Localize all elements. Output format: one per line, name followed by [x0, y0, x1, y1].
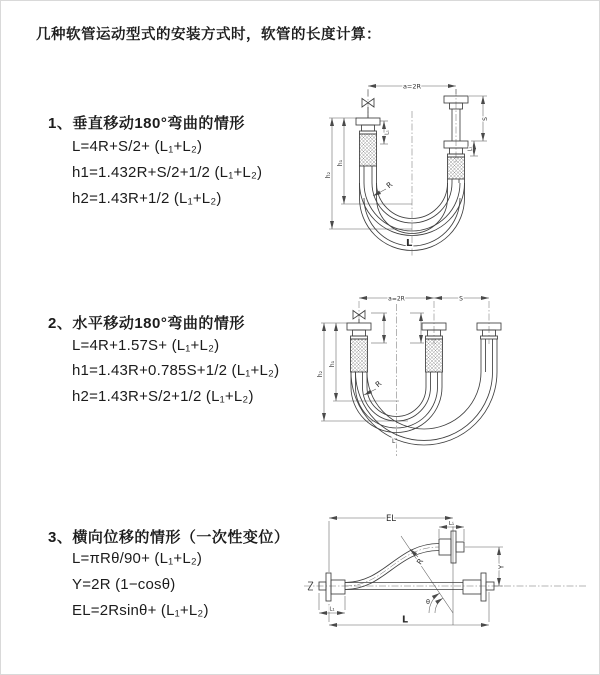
dim-label-el: EL	[385, 514, 397, 524]
dimension-lines	[321, 295, 489, 421]
section-3-heading: 3、横向位移的情形（一次性变位）	[48, 529, 290, 546]
theta-label: θ	[426, 598, 430, 606]
radius-label: R	[373, 378, 384, 390]
section-2-formula-h1: h1=1.43R+0.785S+1/2 (L₁+L₂)	[72, 362, 280, 379]
dim-label-s: S	[459, 295, 463, 303]
braided-hose-section	[426, 339, 443, 372]
section-1-formula-l: L=4R+S/2+ (L₁+L₂)	[72, 138, 203, 155]
centerlines	[368, 89, 456, 257]
dim-label-l1-top: L₁	[448, 521, 455, 527]
length-label: L	[406, 238, 413, 249]
flange-left	[326, 573, 331, 601]
dim-label-l1-right: L₁	[467, 146, 474, 152]
diagram-vertical-180-bend	[311, 71, 526, 271]
section-3-formula-l: L=πRθ/90+ (L₁+L₂)	[72, 550, 203, 567]
dim-label-a2r: a=2R	[388, 295, 405, 303]
section-1-formula-h2: h2=1.43R+1/2 (L₁+L₂)	[72, 190, 222, 207]
dim-label-h2: h₂	[317, 370, 324, 378]
section-2-heading: 2、水平移动180°弯曲的情形	[48, 315, 245, 332]
s-curve-hose	[345, 551, 439, 590]
braided-hose-section	[448, 157, 465, 179]
diagram-horizontal-180-bend	[313, 284, 541, 469]
section-3-formula-y: Y=2R (1−cosθ)	[72, 576, 176, 593]
dim-label-s: S	[481, 117, 489, 121]
flange-displaced	[451, 531, 456, 563]
section-1-formula-h1: h1=1.432R+S/2+1/2 (L₁+L₂)	[72, 164, 263, 181]
section-3-formula-el: EL=2Rsinθ+ (L₁+L₂)	[72, 602, 209, 619]
dim-label-y: Y	[497, 564, 506, 570]
dim-label-h1: h₁	[329, 360, 336, 368]
length-label: L	[401, 614, 409, 626]
section-1-heading: 1、垂直移动180°弯曲的情形	[48, 115, 245, 132]
braided-hose-section	[351, 339, 368, 372]
centerlines	[359, 301, 489, 456]
dimension-lines	[319, 518, 503, 625]
s-curve-hose	[345, 544, 439, 583]
dim-label-a2r: a=2R	[402, 82, 422, 91]
dim-label-h1: h₁	[337, 159, 344, 167]
lateral-displacement-drawing	[301, 501, 591, 636]
page-title: 几种软管运动型式的安装方式时，软管的长度计算：	[36, 27, 381, 43]
dim-label-l1-left: L₁	[329, 606, 335, 613]
hose-assembly	[347, 311, 501, 446]
centerlines	[304, 547, 586, 586]
angle-arc	[435, 598, 443, 613]
braided-hose-section	[360, 134, 377, 166]
vertical-bend-drawing	[311, 71, 526, 271]
flange-right	[481, 573, 486, 601]
dim-label-l1-left: L₁	[384, 130, 391, 135]
diagram-lateral-displacement	[301, 501, 591, 636]
section-2-formula-l: L=4R+1.57S+ (L₁+L₂)	[72, 337, 220, 354]
hose-assembly	[308, 531, 494, 601]
radius-label: R	[384, 179, 395, 191]
horizontal-bend-drawing	[313, 284, 541, 469]
dim-label-h2: h₂	[325, 171, 332, 179]
radius-label: R	[414, 556, 426, 567]
length-label: L	[392, 438, 396, 445]
section-2-formula-h2: h2=1.43R+S/2+1/2 (L₁+L₂)	[72, 388, 254, 405]
